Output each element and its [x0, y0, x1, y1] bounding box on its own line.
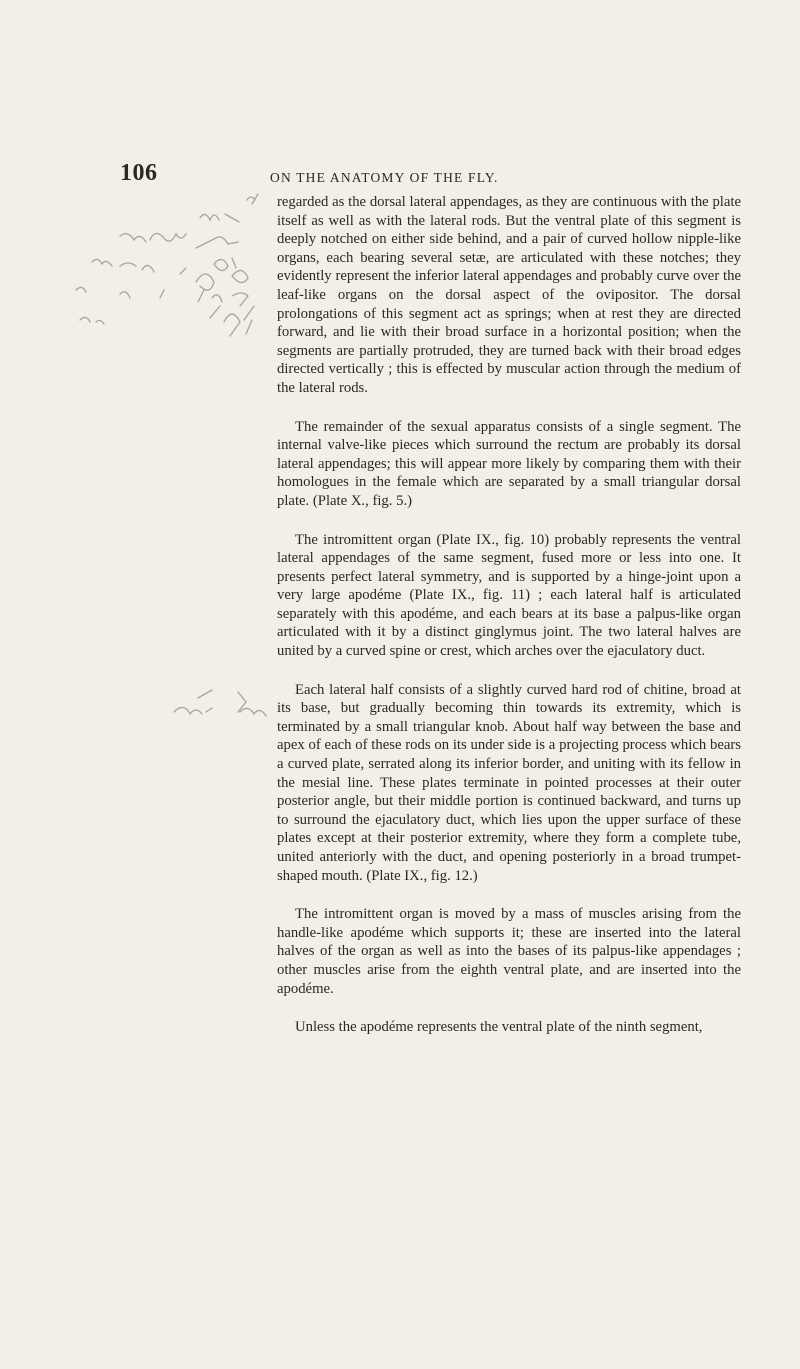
- running-head: ON THE ANATOMY OF THE FLY.: [270, 170, 499, 185]
- paragraph: The remainder of the sexual apparatus consists of a single segment. The internal valve-like pieces which surround the rectum are probably its dorsal lateral appendages; this will appear more likely by comparing them with their homologues in the female which are separated by a small triangular dorsal plate. (Plate X., fig. 5.): [277, 418, 741, 509]
- paragraph: regarded as the dorsal lateral appendages, as they are continuous with the plate itself as well as with the lateral rods. But the ventral plate of this segment is deeply notched on either side behind, and a pair of curved hollow nipple-like organs, each bearing several setæ, are articulated with these notches; they evidently represent the inferior lateral appendages and probably curve over the leaf-like organs on the dorsal aspect of the ovipositor. The dorsal prolongations of this segment act as springs; when at rest they are directed forward, and lie with their broad surface in a horizontal position; when the segments are partially protruded, they are turned back with their broad edges directed vertically ; this is effected by muscular action through the medium of the lateral rods.: [277, 194, 741, 396]
- page-number: 106: [120, 160, 158, 186]
- paragraph: Each lateral half consists of a slightly curved hard rod of chitine, broad at its base, but gradually becoming thin towards its extremity, which is terminated by a small triangular knob. About half way between the base and apex of each of these rods on its under side is a projecting process which bears a curved plate, serrated along its inferior border, and uniting with its fellow in the mesial line. These plates terminate in pointed processes at their outer posterior angle, but their middle portion is continued backward, and turns up to surround the ejaculatory duct, which lies upon the upper surface of these plates except at their posterior extremity, where they form a complete tube, united anteriorly with the duct, and opening posteriorly in a broad trumpet-shaped mouth. (Plate IX., fig. 12.): [277, 681, 741, 884]
- paragraph: The intromittent organ (Plate IX., fig. 10) probably represents the ventral lateral appendages of the same segment, fused more or less into one. It presents perfect lateral symmetry, and is supported by a hinge-joint upon a very large apodéme (Plate IX., fig. 11) ; each lateral half is articulated separately with this apodéme, and each bears at its base a palpus-like organ articulated with it by a distinct ginglymus joint. The two lateral halves are united by a curved spine or crest, which arches over the ejaculatory duct.: [277, 531, 741, 660]
- paragraph: Unless the apodéme represents the ventral plate of the ninth segment,: [295, 1019, 703, 1036]
- body-text: [277, 193, 741, 1057]
- paragraph: The intromittent organ is moved by a mass of muscles arising from the handle-like apodéme which supports it; these are inserted into the lateral halves of the organ as well as into the bases of its palpus-like appendages ; other muscles arise from the eighth ventral plate, and are inserted into the apodéme.: [277, 906, 741, 997]
- pencil-marginalia-icon: [0, 0, 270, 1369]
